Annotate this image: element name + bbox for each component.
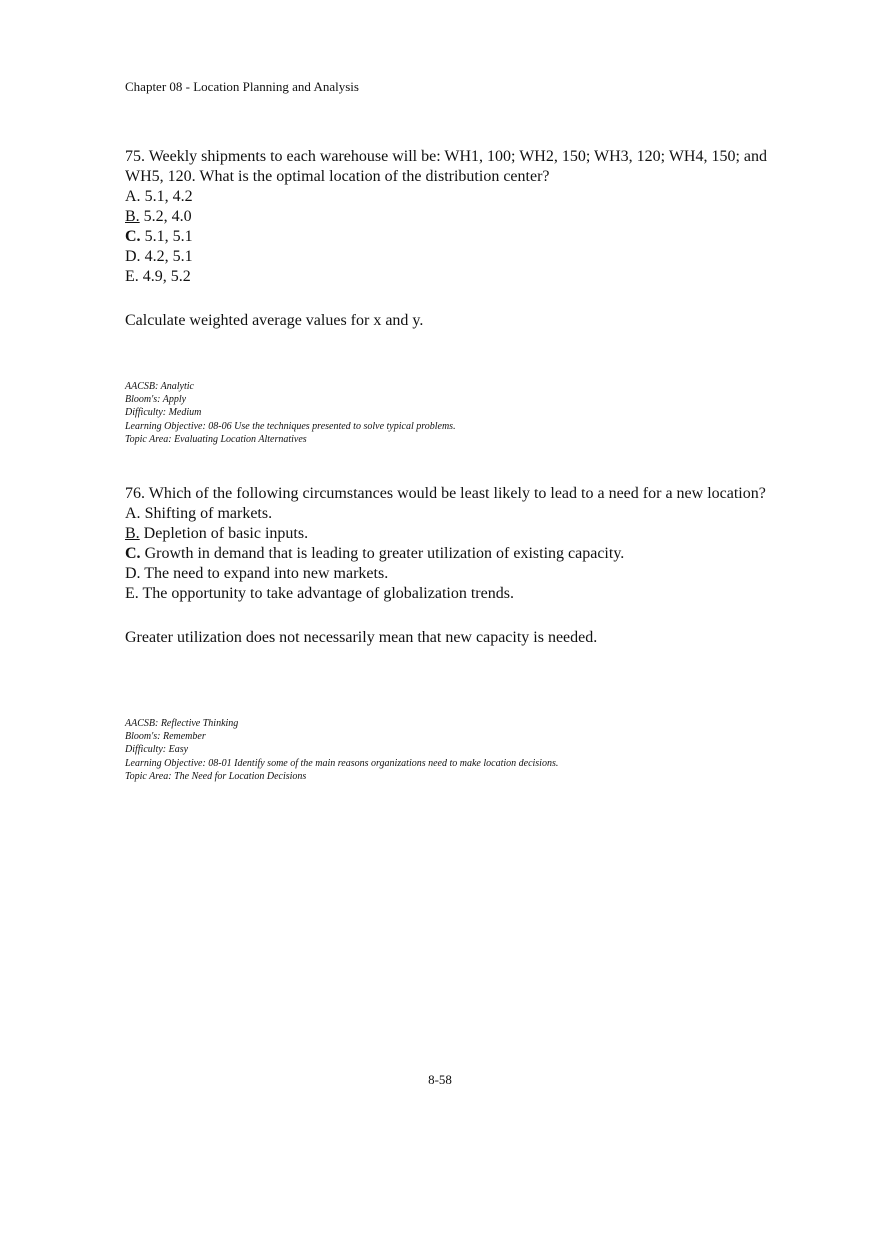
option-text: The opportunity to take advantage of globalization trends.: [142, 585, 514, 602]
option-text: 4.9, 5.2: [142, 268, 191, 285]
option-letter: D.: [125, 248, 141, 265]
topic-area-tag: Topic Area: Evaluating Location Alternatives: [125, 433, 307, 445]
option-e: [125, 267, 775, 287]
option-e: [125, 584, 775, 604]
option-letter: B.: [125, 208, 140, 225]
aacsb-tag: AACSB: Reflective Thinking: [125, 718, 239, 729]
option-letter: B.: [125, 525, 140, 542]
option-text: The need to expand into new markets.: [144, 565, 389, 582]
question-76: [125, 484, 775, 648]
option-letter: E.: [125, 585, 139, 602]
option-d: [125, 564, 775, 584]
question-75: [125, 147, 775, 331]
learning-objective-tag: Learning Objective: 08-01 Identify some of the main reasons organizations need to make location decisions.: [125, 757, 559, 769]
explanation: Greater utilization does not necessarily mean that new capacity is needed.: [125, 629, 598, 646]
difficulty-tag: Difficulty: Easy: [125, 744, 189, 756]
option-text: 5.1, 4.2: [144, 188, 193, 205]
question-text: 75. Weekly shipments to each warehouse will be: WH1, 100; WH2, 150; WH3, 120; WH4, 150; and WH5, 120. What is the optimal location of the distribution center?: [125, 148, 768, 185]
blooms-tag: Bloom's: Apply: [125, 394, 187, 406]
blooms-tag: Bloom's: Remember: [125, 731, 206, 743]
option-c: [125, 227, 775, 247]
option-c: [125, 544, 775, 564]
option-letter: A.: [125, 505, 141, 522]
option-b: [125, 524, 775, 544]
option-b: [125, 207, 775, 227]
chapter-header: Chapter 08 - Location Planning and Analysis: [125, 79, 359, 94]
topic-area-tag: Topic Area: The Need for Location Decisions: [125, 770, 307, 782]
option-letter: E.: [125, 268, 139, 285]
learning-objective-tag: Learning Objective: 08-06 Use the techniques presented to solve typical problems.: [125, 420, 456, 432]
difficulty-tag: Difficulty: Medium: [125, 407, 202, 419]
option-letter: C.: [125, 228, 141, 245]
option-letter: A.: [125, 188, 141, 205]
question-75-metadata: [125, 380, 456, 446]
option-d: [125, 247, 775, 267]
option-text: 5.1, 5.1: [144, 228, 193, 245]
option-a: [125, 504, 775, 524]
option-text: Growth in demand that is leading to greater utilization of existing capacity.: [144, 545, 625, 562]
option-text: Depletion of basic inputs.: [143, 525, 309, 542]
option-a: [125, 187, 775, 207]
question-76-metadata: [125, 717, 558, 783]
page-number: 8-58: [428, 1072, 452, 1087]
option-text: 5.2, 4.0: [143, 208, 192, 225]
explanation: Calculate weighted average values for x and y.: [125, 312, 424, 329]
option-text: 4.2, 5.1: [144, 248, 193, 265]
question-text: 76. Which of the following circumstances would be least likely to lead to a need for a new location?: [125, 485, 766, 502]
option-text: Shifting of markets.: [144, 505, 273, 522]
aacsb-tag: AACSB: Analytic: [125, 381, 194, 392]
option-letter: D.: [125, 565, 141, 582]
option-letter: C.: [125, 545, 141, 562]
